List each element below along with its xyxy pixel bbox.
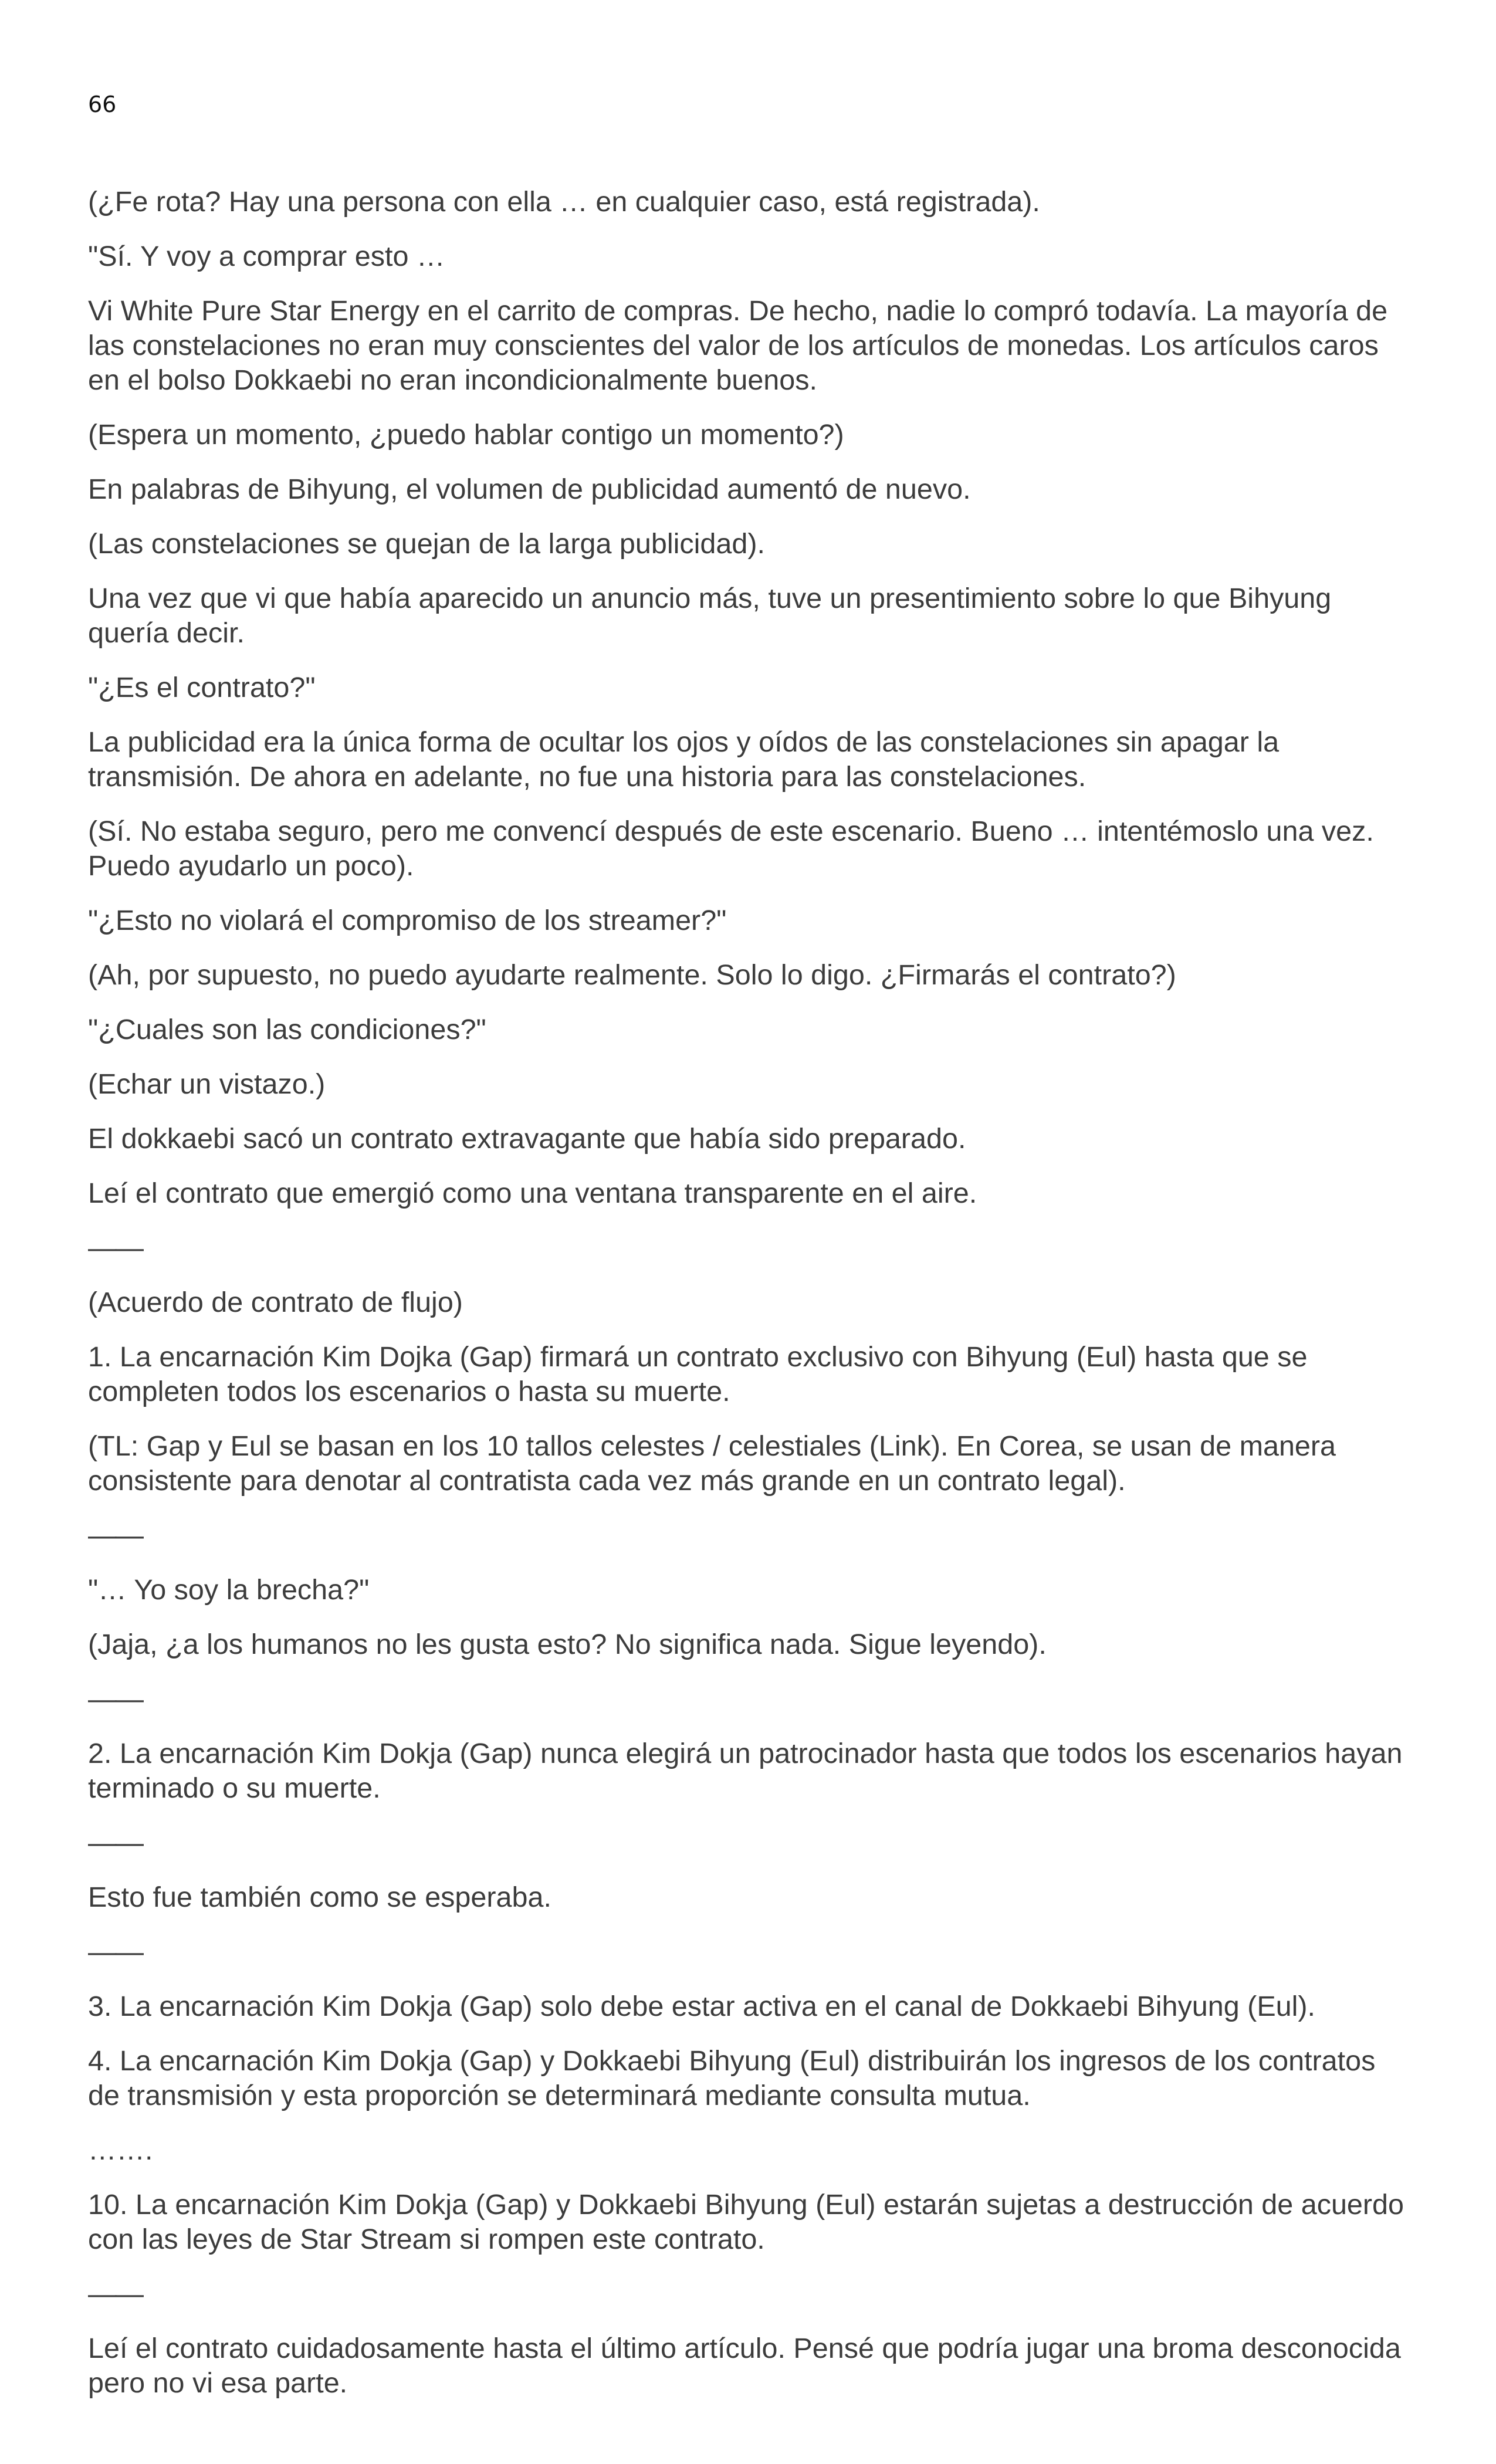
document-body [88,185,1412,2421]
paragraph: Leí el contrato cuidadosamente hasta el último artículo. Pensé que podría jugar una broma desconocida pero no vi esa parte. [88,2333,1409,2399]
paragraph: 3. La encarnación Kim Dokja (Gap) solo debe estar activa en el canal de Dokkaebi Bihyung (Eul). [88,1991,1316,2022]
paragraph: "¿Esto no violará el compromiso de los streamer?" [88,905,727,936]
paragraph: 1. La encarnación Kim Dojka (Gap) firmará un contrato exclusivo con Bihyung (Eul) hasta que se completen todos los escenarios o hasta su muerte. [88,1341,1315,1407]
paragraph: El dokkaebi sacó un contrato extravagante que había sido preparado. [88,1123,966,1155]
paragraph: "¿Cuales son las condiciones?" [88,1014,486,1045]
paragraph: "Sí. Y voy a comprar esto … [88,241,445,272]
paragraph: 10. La encarnación Kim Dokja (Gap) y Dokkaebi Bihyung (Eul) estarán sujetas a destrucción de acuerdo con las leyes de Star Stream si rompen este contrato. [88,2189,1412,2255]
paragraph: (Las constelaciones se quejan de la larga publicidad). [88,528,765,560]
paragraph: 2. La encarnación Kim Dokja (Gap) nunca elegirá un patrocinador hasta que todos los escenarios hayan terminado o su muerte. [88,1738,1410,1804]
paragraph: (Espera un momento, ¿puedo hablar contigo un momento?) [88,419,844,451]
paragraph: En palabras de Bihyung, el volumen de publicidad aumentó de nuevo. [88,473,971,505]
paragraph: (Acuerdo de contrato de flujo) [88,1287,463,1318]
section-separator: —— [88,1827,143,1859]
paragraph: (¿Fe rota? Hay una persona con ella … en cualquier caso, está registrada). [88,186,1040,218]
paragraph: Una vez que vi que había aparecido un anuncio más, tuve un presentimiento sobre lo que Bihyung quería decir. [88,583,1339,649]
section-separator: —— [88,1519,143,1551]
section-separator: —— [88,2278,143,2310]
paragraph: 4. La encarnación Kim Dokja (Gap) y Dokkaebi Bihyung (Eul) distribuirán los ingresos de los contratos de transmisión y esta proporción se determinará mediante consulta mutua. [88,2045,1383,2111]
page-number: 66 [88,92,117,117]
paragraph: Esto fue también como se esperaba. [88,1881,551,1913]
paragraph: (Sí. No estaba seguro, pero me convencí después de este escenario. Bueno … intentémoslo una vez. Puedo ayudarlo un poco). [88,815,1382,882]
paragraph: "¿Es el contrato?" [88,672,316,703]
section-separator: —— [88,1232,143,1264]
ellipsis-line: ……. [88,2134,153,2166]
paragraph: (TL: Gap y Eul se basan en los 10 tallos celestes / celestiales (Link). En Corea, se usan de manera consistente para denotar al contratista cada vez más grande en un contrato legal). [88,1430,1344,1497]
paragraph: (Jaja, ¿a los humanos no les gusta esto? No significa nada. Sigue leyendo). [88,1629,1047,1660]
paragraph: Leí el contrato que emergió como una ventana transparente en el aire. [88,1177,977,1209]
paragraph: "… Yo soy la brecha?" [88,1574,370,1606]
paragraph: (Ah, por supuesto, no puedo ayudarte realmente. Solo lo digo. ¿Firmarás el contrato?) [88,959,1176,991]
paragraph: (Echar un vistazo.) [88,1068,326,1100]
paragraph: La publicidad era la única forma de ocultar los ojos y oídos de las constelaciones sin apagar la transmisión. De ahora en adelante, no fue una historia para las constelaciones. [88,726,1287,793]
section-separator: —— [88,1936,143,1968]
paragraph: Vi White Pure Star Energy en el carrito de compras. De hecho, nadie lo compró todavía. La mayoría de las constelaciones no eran muy conscientes del valor de los artículos de monedas. Los artículos caros en el bolso Dokkaebi no eran incondicionalmente buenos. [88,295,1396,396]
section-separator: —— [88,1683,143,1715]
